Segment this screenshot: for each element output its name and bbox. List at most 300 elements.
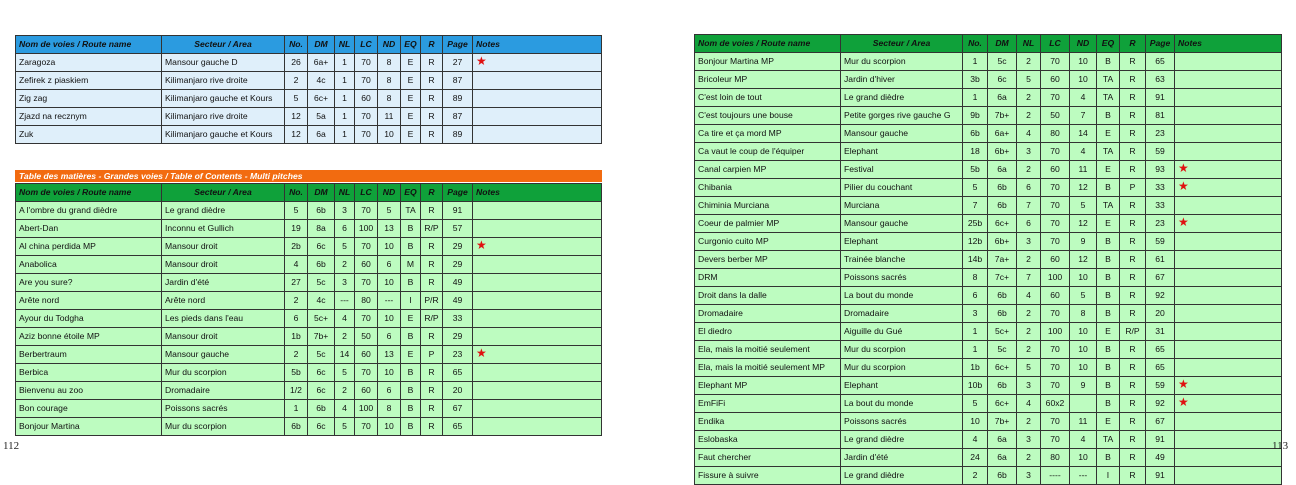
header-nd: ND bbox=[378, 36, 401, 54]
notes-cell bbox=[1175, 431, 1282, 449]
cell-nd: 12 bbox=[1070, 215, 1097, 233]
cell-nd: 9 bbox=[1070, 377, 1097, 395]
cell-r: R bbox=[1120, 143, 1146, 161]
notes-cell bbox=[1175, 287, 1282, 305]
header-name: Nom de voies / Route name bbox=[695, 35, 841, 53]
cell-dm: 6c bbox=[988, 71, 1017, 89]
page-number-right: 113 bbox=[1272, 440, 1289, 452]
cell-dm: 7b+ bbox=[988, 413, 1017, 431]
cell-nd: 6 bbox=[378, 256, 401, 274]
cell-nl: 2 bbox=[1017, 449, 1041, 467]
cell-lc: 70 bbox=[1041, 431, 1070, 449]
cell-page: 33 bbox=[1146, 179, 1175, 197]
cell-r: R bbox=[1120, 449, 1146, 467]
cell-r: R bbox=[1120, 107, 1146, 125]
cell-sector: Le grand dièdre bbox=[841, 467, 963, 485]
cell-sector: Festival bbox=[841, 161, 963, 179]
cell-dm: 6b bbox=[308, 400, 335, 418]
table-row bbox=[695, 53, 1282, 71]
cell-page: 67 bbox=[1146, 413, 1175, 431]
cell-name: Zefirek z piaskiem bbox=[16, 72, 162, 90]
cell-page: 29 bbox=[443, 238, 473, 256]
cell-eq: TA bbox=[1097, 431, 1120, 449]
cell-page: 49 bbox=[443, 274, 473, 292]
cell-page: 20 bbox=[443, 382, 473, 400]
cell-name: Elephant MP bbox=[695, 377, 841, 395]
cell-eq: E bbox=[401, 346, 421, 364]
cell-nl: 2 bbox=[1017, 89, 1041, 107]
cell-lc: ---- bbox=[1041, 467, 1070, 485]
cell-no: 5 bbox=[963, 395, 988, 413]
cell-page: 65 bbox=[1146, 341, 1175, 359]
table-row bbox=[695, 107, 1282, 125]
cell-no: 4 bbox=[963, 431, 988, 449]
header-no: No. bbox=[285, 36, 308, 54]
cell-name: Bienvenu au zoo bbox=[16, 382, 162, 400]
cell-eq: B bbox=[1097, 107, 1120, 125]
notes-cell bbox=[1175, 179, 1282, 197]
cell-eq: B bbox=[401, 328, 421, 346]
cell-no: 6b bbox=[963, 125, 988, 143]
cell-eq: I bbox=[401, 292, 421, 310]
cell-nl: 2 bbox=[1017, 305, 1041, 323]
cell-lc: 60 bbox=[1041, 251, 1070, 269]
cell-page: 65 bbox=[1146, 53, 1175, 71]
cell-nd: 13 bbox=[378, 346, 401, 364]
cell-no: 24 bbox=[963, 449, 988, 467]
table-row bbox=[695, 467, 1282, 485]
notes-cell bbox=[1175, 341, 1282, 359]
cell-nd: 10 bbox=[378, 126, 401, 144]
cell-r: R bbox=[1120, 233, 1146, 251]
cell-no: 1/2 bbox=[285, 382, 308, 400]
cell-lc: 60 bbox=[1041, 71, 1070, 89]
cell-r: R bbox=[1120, 467, 1146, 485]
cell-nl: 5 bbox=[335, 238, 355, 256]
cell-sector: Mur du scorpion bbox=[162, 364, 285, 382]
cell-name: Bonjour Martina bbox=[16, 418, 162, 436]
table-row bbox=[16, 274, 602, 292]
cell-lc: 100 bbox=[355, 400, 378, 418]
cell-lc: 70 bbox=[1041, 413, 1070, 431]
cell-r: R bbox=[421, 328, 443, 346]
cell-r: R bbox=[421, 202, 443, 220]
cell-name: Devers berber MP bbox=[695, 251, 841, 269]
cell-name: Chiminia Murciana bbox=[695, 197, 841, 215]
cell-lc: 70 bbox=[1041, 89, 1070, 107]
cell-nl: 2 bbox=[1017, 53, 1041, 71]
cell-r: R bbox=[1120, 197, 1146, 215]
cell-nd: 10 bbox=[378, 310, 401, 328]
header-row bbox=[16, 36, 602, 54]
cell-dm: 6c bbox=[308, 364, 335, 382]
table-row bbox=[695, 287, 1282, 305]
cell-name: Ca vaut le coup de l'équiper bbox=[695, 143, 841, 161]
star-icon: ★ bbox=[1178, 377, 1189, 391]
cell-name: Berbica bbox=[16, 364, 162, 382]
notes-cell bbox=[473, 202, 602, 220]
cell-page: 57 bbox=[443, 220, 473, 238]
cell-page: 33 bbox=[443, 310, 473, 328]
cell-lc: 70 bbox=[1041, 341, 1070, 359]
cell-nd: 10 bbox=[378, 364, 401, 382]
cell-nd: 4 bbox=[1070, 431, 1097, 449]
cell-page: 31 bbox=[1146, 323, 1175, 341]
notes-cell bbox=[1175, 233, 1282, 251]
cell-no: 4 bbox=[285, 256, 308, 274]
header-r: R bbox=[1120, 35, 1146, 53]
cell-lc: 100 bbox=[355, 220, 378, 238]
cell-lc: 60 bbox=[1041, 161, 1070, 179]
cell-page: 49 bbox=[1146, 449, 1175, 467]
cell-page: 91 bbox=[443, 202, 473, 220]
cell-r: R bbox=[1120, 413, 1146, 431]
cell-page: 89 bbox=[443, 126, 473, 144]
table-row bbox=[695, 125, 1282, 143]
cell-lc: 70 bbox=[355, 126, 378, 144]
header-row bbox=[16, 184, 602, 202]
cell-nl: 5 bbox=[1017, 71, 1041, 89]
cell-page: 59 bbox=[1146, 143, 1175, 161]
cell-eq: TA bbox=[1097, 71, 1120, 89]
cell-sector: Mansour gauche bbox=[841, 125, 963, 143]
cell-nd: 5 bbox=[1070, 287, 1097, 305]
notes-cell bbox=[1175, 71, 1282, 89]
cell-r: R bbox=[1120, 71, 1146, 89]
cell-nl: 6 bbox=[1017, 215, 1041, 233]
cell-page: 93 bbox=[1146, 161, 1175, 179]
header-eq: EQ bbox=[401, 184, 421, 202]
notes-cell bbox=[473, 292, 602, 310]
cell-eq: I bbox=[1097, 467, 1120, 485]
cell-nl: 4 bbox=[1017, 395, 1041, 413]
notes-cell bbox=[1175, 89, 1282, 107]
notes-cell bbox=[1175, 413, 1282, 431]
cell-name: Canal carpien MP bbox=[695, 161, 841, 179]
cell-eq: TA bbox=[1097, 197, 1120, 215]
cell-no: 5b bbox=[285, 364, 308, 382]
cell-dm: 6b+ bbox=[988, 143, 1017, 161]
cell-name: Chibania bbox=[695, 179, 841, 197]
cell-nl: 2 bbox=[1017, 251, 1041, 269]
notes-cell bbox=[473, 90, 602, 108]
cell-lc: 70 bbox=[1041, 305, 1070, 323]
star-icon: ★ bbox=[476, 238, 487, 252]
cell-page: 23 bbox=[1146, 125, 1175, 143]
cell-dm: 6a bbox=[988, 89, 1017, 107]
cell-lc: 70 bbox=[355, 418, 378, 436]
cell-nl: 14 bbox=[335, 346, 355, 364]
cell-r: R bbox=[1120, 161, 1146, 179]
header-nl: NL bbox=[1017, 35, 1041, 53]
cell-r: R bbox=[1120, 251, 1146, 269]
cell-no: 19 bbox=[285, 220, 308, 238]
table-row bbox=[695, 143, 1282, 161]
cell-dm: 7c+ bbox=[988, 269, 1017, 287]
cell-page: 23 bbox=[1146, 215, 1175, 233]
cell-no: 1b bbox=[963, 359, 988, 377]
cell-sector: Mansour gauche bbox=[162, 346, 285, 364]
cell-dm: 6c bbox=[308, 238, 335, 256]
cell-no: 12 bbox=[285, 108, 308, 126]
cell-eq: B bbox=[1097, 287, 1120, 305]
cell-nl: 2 bbox=[1017, 107, 1041, 125]
cell-no: 1b bbox=[285, 328, 308, 346]
cell-r: R bbox=[421, 54, 443, 72]
table-row bbox=[16, 328, 602, 346]
cell-r: R bbox=[421, 72, 443, 90]
cell-dm: 6c bbox=[308, 418, 335, 436]
cell-eq: B bbox=[1097, 449, 1120, 467]
cell-r: R bbox=[1120, 341, 1146, 359]
cell-nd: 8 bbox=[1070, 305, 1097, 323]
cell-page: 29 bbox=[443, 328, 473, 346]
cell-name: Zig zag bbox=[16, 90, 162, 108]
cell-sector: Poissons sacrés bbox=[841, 269, 963, 287]
cell-name: DRM bbox=[695, 269, 841, 287]
cell-sector: Mur du scorpion bbox=[841, 359, 963, 377]
cell-lc: 70 bbox=[1041, 197, 1070, 215]
cell-name: Aziz bonne étoile MP bbox=[16, 328, 162, 346]
header-lc: LC bbox=[355, 36, 378, 54]
cell-no: 27 bbox=[285, 274, 308, 292]
cell-page: 59 bbox=[1146, 233, 1175, 251]
cell-sector: Mur du scorpion bbox=[841, 341, 963, 359]
cell-dm: 5c bbox=[988, 53, 1017, 71]
cell-page: 29 bbox=[443, 256, 473, 274]
cell-r: P/R bbox=[421, 292, 443, 310]
cell-sector: Dromadaire bbox=[162, 382, 285, 400]
header-nl: NL bbox=[335, 36, 355, 54]
cell-lc: 70 bbox=[1041, 179, 1070, 197]
routes-table-right bbox=[694, 34, 1282, 485]
cell-sector: Le grand dièdre bbox=[841, 89, 963, 107]
cell-r: R bbox=[421, 126, 443, 144]
cell-dm: 6c+ bbox=[988, 395, 1017, 413]
cell-name: Ayour du Todgha bbox=[16, 310, 162, 328]
cell-dm: 6a bbox=[308, 126, 335, 144]
cell-no: 1 bbox=[963, 53, 988, 71]
cell-nl: 5 bbox=[1017, 359, 1041, 377]
notes-cell bbox=[473, 346, 602, 364]
notes-cell bbox=[1175, 197, 1282, 215]
cell-nd: 12 bbox=[1070, 179, 1097, 197]
cell-page: 67 bbox=[443, 400, 473, 418]
cell-name: Ela, mais la moitié seulement bbox=[695, 341, 841, 359]
cell-dm: 6b bbox=[308, 202, 335, 220]
cell-r: P bbox=[1120, 179, 1146, 197]
notes-cell bbox=[1175, 251, 1282, 269]
cell-nd: 10 bbox=[378, 238, 401, 256]
cell-dm: 6c+ bbox=[308, 90, 335, 108]
header-page: Page bbox=[443, 36, 473, 54]
page-number-left: 112 bbox=[3, 440, 20, 452]
cell-sector: Petite gorges rive gauche G bbox=[841, 107, 963, 125]
cell-lc: 60 bbox=[1041, 287, 1070, 305]
cell-nl: 3 bbox=[335, 202, 355, 220]
cell-eq: M bbox=[401, 256, 421, 274]
cell-eq: B bbox=[401, 418, 421, 436]
header-row bbox=[695, 35, 1282, 53]
cell-name: Curgonio cuito MP bbox=[695, 233, 841, 251]
cell-dm: 6a bbox=[988, 161, 1017, 179]
notes-cell bbox=[1175, 305, 1282, 323]
cell-lc: 70 bbox=[1041, 143, 1070, 161]
notes-cell bbox=[473, 238, 602, 256]
cell-lc: 70 bbox=[1041, 215, 1070, 233]
cell-no: 2 bbox=[963, 467, 988, 485]
header-lc: LC bbox=[355, 184, 378, 202]
cell-eq: B bbox=[401, 220, 421, 238]
cell-nd: 10 bbox=[378, 418, 401, 436]
cell-sector: Mansour gauche D bbox=[162, 54, 285, 72]
cell-sector: Jardin d'été bbox=[841, 449, 963, 467]
cell-page: 92 bbox=[1146, 395, 1175, 413]
cell-sector: Mansour droit bbox=[162, 238, 285, 256]
cell-r: R bbox=[421, 382, 443, 400]
cell-name: Eslobaska bbox=[695, 431, 841, 449]
cell-nd: 4 bbox=[1070, 143, 1097, 161]
cell-r: R bbox=[1120, 287, 1146, 305]
table-row bbox=[16, 202, 602, 220]
cell-nd: 6 bbox=[378, 328, 401, 346]
cell-name: Faut chercher bbox=[695, 449, 841, 467]
cell-lc: 60 bbox=[355, 90, 378, 108]
notes-cell bbox=[473, 274, 602, 292]
table-row bbox=[695, 395, 1282, 413]
cell-sector: Trainée blanche bbox=[841, 251, 963, 269]
cell-dm: 6b bbox=[988, 179, 1017, 197]
cell-name: C'est toujours une bouse bbox=[695, 107, 841, 125]
cell-dm: 6b bbox=[988, 377, 1017, 395]
cell-name: Al china perdida MP bbox=[16, 238, 162, 256]
header-dm: DM bbox=[988, 35, 1017, 53]
table-row bbox=[16, 400, 602, 418]
cell-name: A l'ombre du grand dièdre bbox=[16, 202, 162, 220]
header-sector: Secteur / Area bbox=[162, 36, 285, 54]
cell-r: R bbox=[1120, 431, 1146, 449]
notes-cell bbox=[1175, 395, 1282, 413]
cell-eq: B bbox=[1097, 53, 1120, 71]
cell-r: R/P bbox=[421, 220, 443, 238]
cell-lc: 70 bbox=[355, 310, 378, 328]
cell-page: 92 bbox=[1146, 287, 1175, 305]
cell-nd: 11 bbox=[1070, 161, 1097, 179]
cell-lc: 70 bbox=[1041, 53, 1070, 71]
table-row bbox=[695, 449, 1282, 467]
cell-nl: 2 bbox=[335, 328, 355, 346]
table-row bbox=[695, 71, 1282, 89]
cell-lc: 60x2 bbox=[1041, 395, 1070, 413]
cell-name: Ca tire et ça mord MP bbox=[695, 125, 841, 143]
cell-r: R bbox=[421, 418, 443, 436]
cell-name: Ela, mais la moitié seulement MP bbox=[695, 359, 841, 377]
cell-sector: Poissons sacrés bbox=[841, 413, 963, 431]
cell-nd: 8 bbox=[378, 72, 401, 90]
cell-nl: 5 bbox=[335, 418, 355, 436]
table-row bbox=[16, 292, 602, 310]
cell-lc: 50 bbox=[1041, 107, 1070, 125]
cell-page: 87 bbox=[443, 108, 473, 126]
cell-sector: Poissons sacrés bbox=[162, 400, 285, 418]
cell-page: 91 bbox=[1146, 467, 1175, 485]
cell-nd: 4 bbox=[1070, 89, 1097, 107]
cell-sector: Le grand dièdre bbox=[841, 431, 963, 449]
cell-nl: 7 bbox=[1017, 269, 1041, 287]
cell-sector: Le grand dièdre bbox=[162, 202, 285, 220]
cell-nl: 2 bbox=[1017, 323, 1041, 341]
notes-cell bbox=[1175, 467, 1282, 485]
notes-cell bbox=[1175, 125, 1282, 143]
cell-sector: Murciana bbox=[841, 197, 963, 215]
cell-page: 65 bbox=[443, 364, 473, 382]
table-row bbox=[695, 431, 1282, 449]
table-row bbox=[16, 364, 602, 382]
cell-nd: 12 bbox=[1070, 251, 1097, 269]
cell-r: P bbox=[421, 346, 443, 364]
star-icon: ★ bbox=[476, 54, 487, 68]
cell-sector: Mansour gauche bbox=[841, 215, 963, 233]
cell-r: R bbox=[1120, 395, 1146, 413]
cell-nd: 10 bbox=[378, 274, 401, 292]
cell-no: 26 bbox=[285, 54, 308, 72]
cell-nl: 4 bbox=[1017, 125, 1041, 143]
table-row bbox=[16, 418, 602, 436]
cell-no: 25b bbox=[963, 215, 988, 233]
cell-nl: 6 bbox=[1017, 179, 1041, 197]
notes-cell bbox=[473, 54, 602, 72]
cell-r: R bbox=[1120, 215, 1146, 233]
table-row bbox=[16, 238, 602, 256]
cell-nd: 10 bbox=[1070, 449, 1097, 467]
cell-sector: Jardin d'hiver bbox=[841, 71, 963, 89]
header-eq: EQ bbox=[1097, 35, 1120, 53]
table-row bbox=[695, 269, 1282, 287]
cell-name: Bon courage bbox=[16, 400, 162, 418]
cell-nd: 11 bbox=[1070, 413, 1097, 431]
cell-sector: Inconnu et Gullich bbox=[162, 220, 285, 238]
notes-cell bbox=[473, 310, 602, 328]
notes-cell bbox=[473, 72, 602, 90]
cell-eq: B bbox=[1097, 359, 1120, 377]
cell-lc: 60 bbox=[355, 256, 378, 274]
cell-sector: Mur du scorpion bbox=[162, 418, 285, 436]
header-name: Nom de voies / Route name bbox=[16, 184, 162, 202]
cell-nl: 2 bbox=[335, 382, 355, 400]
cell-dm: 8a bbox=[308, 220, 335, 238]
table-row bbox=[16, 108, 602, 126]
cell-no: 6 bbox=[963, 287, 988, 305]
cell-nl: 1 bbox=[335, 90, 355, 108]
cell-eq: E bbox=[401, 126, 421, 144]
star-icon: ★ bbox=[1178, 179, 1189, 193]
table-row bbox=[16, 54, 602, 72]
cell-page: 63 bbox=[1146, 71, 1175, 89]
header-notes: Notes bbox=[1175, 35, 1282, 53]
table-row bbox=[16, 346, 602, 364]
cell-r: R bbox=[421, 400, 443, 418]
header-dm: DM bbox=[308, 184, 335, 202]
cell-no: 7 bbox=[963, 197, 988, 215]
cell-lc: 60 bbox=[355, 346, 378, 364]
cell-page: 65 bbox=[443, 418, 473, 436]
table-row bbox=[695, 89, 1282, 107]
cell-eq: B bbox=[1097, 269, 1120, 287]
cell-lc: 60 bbox=[355, 382, 378, 400]
cell-r: R bbox=[421, 364, 443, 382]
cell-nd: 5 bbox=[1070, 197, 1097, 215]
cell-no: 5 bbox=[963, 179, 988, 197]
